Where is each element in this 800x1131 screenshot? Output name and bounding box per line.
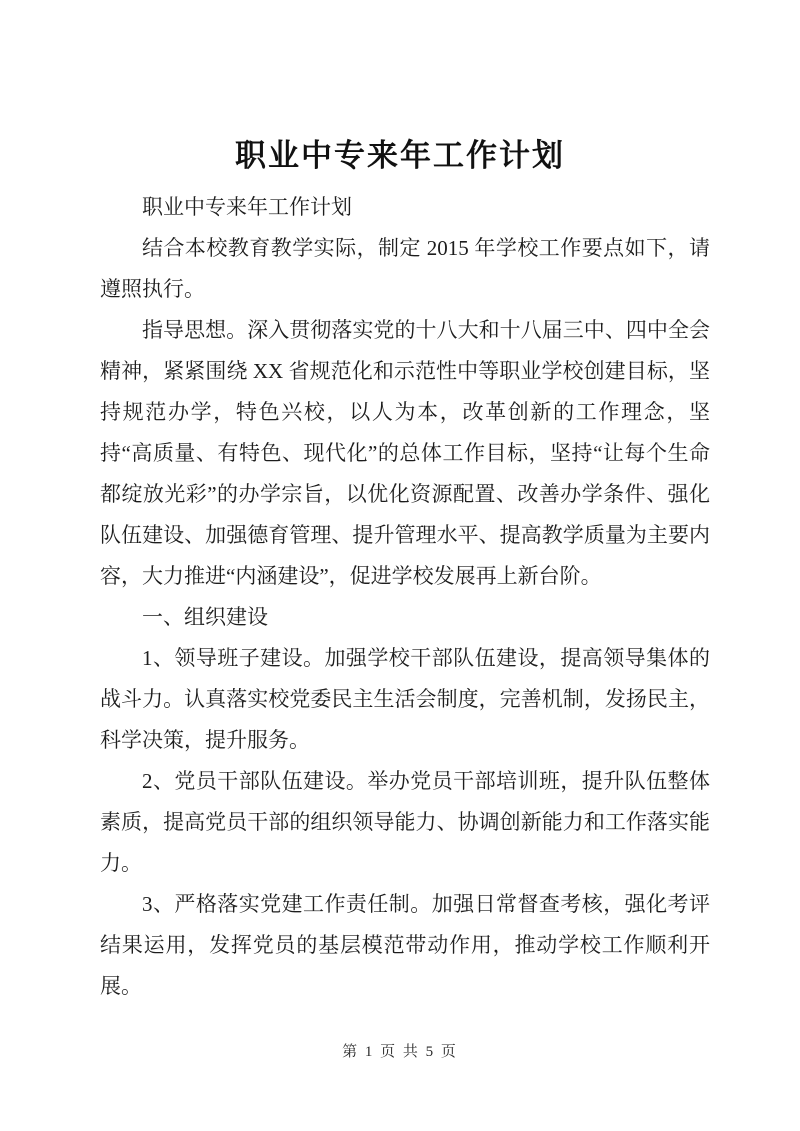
paragraph-item-1: 1、领导班子建设。加强学校干部队伍建设，提高领导集体的战斗力。认真落实校党委民主生活会制度，完善机制，发扬民主，科学决策，提升服务。 [100, 646, 710, 752]
paragraph-intro: 结合本校教育教学实际，制定 2015 年学校工作要点如下，请遵照执行。 [100, 236, 710, 301]
paragraph-item-3: 3、严格落实党建工作责任制。加强日常督查考核，强化考评结果运用，发挥党员的基层模范带动作用，推动学校工作顺利开展。 [100, 892, 710, 998]
paragraph-subtitle: 职业中专来年工作计划 [142, 195, 352, 219]
paragraph-guiding-ideology: 指导思想。深入贯彻落实党的十八大和十八届三中、四中全会精神，紧紧围绕 XX 省规范化和示范性中等职业学校创建目标，坚持规范办学，特色兴校，以人为本，改革创新的工作理念，坚持“高质量、有特色、现代化”的总体工作目标，坚持“让每个生命都绽放光彩”的办学宗旨，以优化资源配置、改善办学条件、强化队伍建设、加强德育管理、提升管理水平、提高教学质量为主要内容，大力推进“内涵建设”，促进学校发展再上新台阶。 [100, 318, 710, 588]
document-body [0, 177, 800, 1007]
paragraph-section-heading-1: 一、组织建设 [142, 605, 268, 629]
document-title: 职业中专来年工作计划 [235, 138, 565, 173]
paragraph-item-2: 2、党员干部队伍建设。举办党员干部培训班，提升队伍整体素质，提高党员干部的组织领导能力、协调创新能力和工作落实能力。 [100, 769, 710, 875]
page-number-footer: 第 1 页 共 5 页 [342, 1044, 458, 1060]
